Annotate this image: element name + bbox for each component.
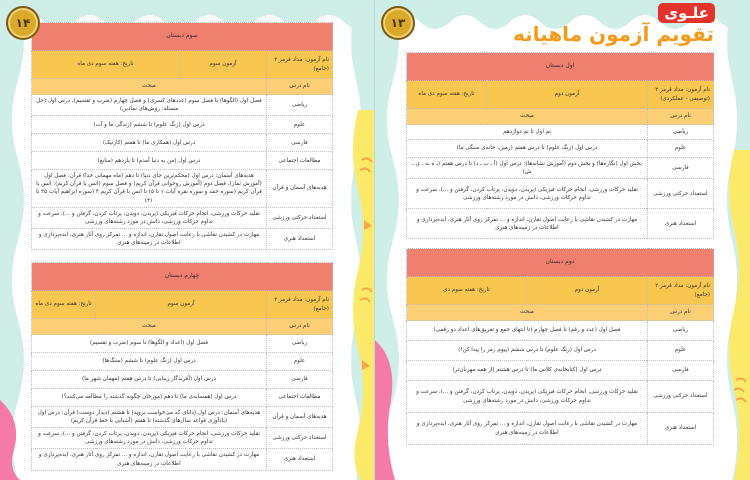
table-row [407, 341, 714, 361]
topic-cell: بخش اول (نگاره‌ها) و بخش دوم (آموزش نشانه‌ها): درس اول (آ ـ ب ـ د) تا درس هفتم (ـ ه ـه ـ ی ـ ش) [407, 158, 648, 179]
table-row [407, 413, 714, 445]
exam-date-cell: تاریخ: هفته سوم دی [407, 277, 527, 305]
subject-cell: استعداد هنری [648, 413, 714, 445]
table-row [32, 228, 333, 249]
grade-title: سوم دبستان [32, 23, 333, 51]
exam-table-grade-2 [406, 248, 714, 445]
subject-cell: هدیه‌های آسمان و قرآن [267, 170, 333, 207]
topic-cell: مهارت در کشیدن نقاشی با رعایت اصول تقارن، اندازه و ... تمرکز روی آثار هنری، ایده‌پردازی و اطلاعات در زمینه‌های هنری [407, 209, 648, 239]
table-row [32, 134, 333, 152]
topic-cell: هدیه‌های آسمان: درس اول (دانای که می‌خواست بروید) تا هشتم (دیدار دوست) قرآن: درس اول (یادآوری قواعد سال‌های گذشته) تا هفتم (آشنایی با خط قرآن کریم) [32, 407, 267, 428]
table-row [32, 95, 333, 116]
subject-cell: ریاضی [267, 335, 333, 353]
grade-title: اول دبستان [407, 53, 714, 81]
subject-cell: ریاضی [648, 321, 714, 341]
subject-cell: فارسی [648, 361, 714, 381]
grade-title: دوم دبستان [407, 249, 714, 277]
subject-cell: استعداد حرکتی ورزشی [648, 179, 714, 209]
decorative-gutter-wave [346, 0, 374, 480]
exam-date-cell: تاریخ: هفته سوم دی ماه [407, 81, 487, 109]
topic-cell: تم اول تا تم دوازدهم [407, 125, 648, 140]
exam-table-grade-1 [406, 52, 714, 239]
exam-date-cell: تاریخ: هفته سوم دی ماه [32, 291, 96, 319]
table-row [407, 179, 714, 209]
table-row [32, 170, 333, 207]
topic-cell: درس اول (آفریدگار زیبایی) تا درس هفتم (مهمان شهر ما) [32, 371, 267, 389]
subject-cell: استعداد هنری [648, 209, 714, 239]
table-row [32, 449, 333, 470]
subject-cell: استعداد هنری [267, 228, 333, 249]
topic-cell: تقلید حرکات ورزشی، انجام حرکات فیزیکی (پریدن، دویدن، پرتاب کردن، گرفتن و ...)، سرعت و تداوم حرکات ورزشی، دانش در مورد رشته‌های ورزشی [407, 381, 648, 413]
exam-name-cell: نام آزمون: مداد قرمز ۲ (توصیفی - عملکردی) [648, 81, 714, 109]
subject-cell: مطالعات اجتماعی [267, 152, 333, 170]
subject-cell: استعداد هنری [267, 449, 333, 470]
topic-cell: درس اول (همسایه‌ی ما) تا دهم (مورخان چگونه گذشته را مطالعه می‌کنند؟) [32, 389, 267, 407]
subject-cell: علوم [267, 353, 333, 371]
topic-cell: فصل اول (اعداد و الگوها) تا سوم (ضرب و تقسیم) [32, 335, 267, 353]
table-row [407, 125, 714, 140]
page-number-badge: ۱۳ [381, 6, 415, 40]
topic-cell: درس اول (من به دنیا آمدم) تا یازدهم (منابع) [32, 152, 267, 170]
topic-column-header: مبحث [407, 305, 648, 321]
exam-name-cell: نام آزمون: مداد قرمز ۲ (جامع) [267, 51, 333, 79]
topic-cell: درس اول (همکاری ما) تا هفتم (کارنیک) [32, 134, 267, 152]
topic-cell: درس اول (کتابخانه‌ی کلاس ما) تا درس هشتم (از همه مهربان‌تر) [407, 361, 648, 381]
table-row [32, 407, 333, 428]
table-row [407, 381, 714, 413]
exam-label-cell: آزمون دوم [527, 277, 648, 305]
table-row [32, 428, 333, 449]
topic-cell: مهارت در کشیدن نقاشی با رعایت اصول تقارن، اندازه و ... تمرکز روی آثار هنری، ایده‌پردازی و اطلاعات در زمینه‌های هنری [32, 449, 267, 470]
topic-column-header: مبحث [32, 79, 267, 95]
page-title: تقویم آزمون ماهیانه [513, 22, 714, 46]
table-row [407, 321, 714, 341]
topic-cell: درس اول (زنگ علوم) تا درس هفتم (زمین، خانه‌ی سنگی ما) [407, 140, 648, 158]
topic-cell: درس اول (زنگ علوم) تا ششم (زندگی ما و آب) [32, 116, 267, 134]
subject-cell: استعداد حرکتی ورزشی [267, 207, 333, 228]
table-row [32, 152, 333, 170]
decorative-left-wave [0, 0, 28, 480]
exam-label-cell: آزمون سوم [96, 291, 267, 319]
table-row [32, 335, 333, 353]
exam-name-cell: نام آزمون: مداد قرمز ۲ (جامع) [648, 277, 714, 305]
topic-column-header: مبحث [407, 109, 648, 125]
subject-cell: ریاضی [267, 95, 333, 116]
exam-name-cell: نام آزمون: مداد قرمز ۲ (جامع) [267, 291, 333, 319]
subject-column-header: نام درس [267, 319, 333, 335]
exam-label-cell: آزمون دوم [487, 81, 648, 109]
table-row [407, 209, 714, 239]
page-number-badge: ۱۴ [6, 6, 40, 40]
topic-cell: درس اول (زنگ علوم) تا ششم (سنگ‌ها) [32, 353, 267, 371]
table-row [407, 361, 714, 381]
subject-cell: فارسی [267, 134, 333, 152]
decorative-right-wave [722, 0, 750, 480]
exam-table-grade-4 [31, 262, 333, 471]
topic-cell: تقلید حرکات ورزشی، انجام حرکات فیزیکی (پریدن، دویدن، پرتاب کردن، گرفتن و ...)، سرعت و تداوم حرکات ورزشی، دانش در مورد رشته‌های ورزشی [32, 428, 267, 449]
table-row [407, 140, 714, 158]
subject-column-header: نام درس [648, 109, 714, 125]
topic-cell: فصل اول (عدد و رقم) تا فصل چهارم (تا انتهای جمع و تفریق‌های اعداد دو رقمی) [407, 321, 648, 341]
grade-title: چهارم دبستان [32, 263, 333, 291]
subject-cell: علوم [648, 341, 714, 361]
topic-cell: فصل اول (الگوها) تا فصل سوم (عددهای کسری) و فصل چهارم (ضرب و تقسیم)، درس اول (حل مسئله: روش‌های نمادین) [32, 95, 267, 116]
right-page [375, 0, 750, 480]
subject-cell: علوم [648, 140, 714, 158]
subject-cell: فارسی [267, 371, 333, 389]
subject-cell: هدیه‌های آسمان و قرآن [267, 407, 333, 428]
table-row [32, 389, 333, 407]
table-row [407, 158, 714, 179]
exam-label-cell: آزمون سوم [179, 51, 266, 79]
topic-cell: مهارت در کشیدن نقاشی با رعایت اصول تقارن، اندازه و ... تمرکز روی آثار هنری، ایده‌پردازی و اطلاعات در زمینه‌های هنری [32, 228, 267, 249]
subject-cell: علوم [267, 116, 333, 134]
topic-cell: هدیه‌های آسمان: درس اول (محکم‌ترین جای دنیا) تا دهم (ماه مهمانی خدا) قرآن: فصل اول (آموزش نماز)، فصل دوم (آموزش روخوانی قرآن کریم) و فصل سوم (انس با قرآن کریم): انس با قرآن کریم (سوره حمد و سوره بقره آیات ۱ تا ۵) تا انس با قرآن کریم ۴ (سوره ابراهیم آیات ۳۵ تا ۴۱) [32, 170, 267, 207]
subject-tag: علـوی [658, 3, 715, 23]
exam-table-grade-3 [31, 22, 333, 250]
subject-column-header: نام درس [648, 305, 714, 321]
topic-cell: تقلید حرکات ورزشی، انجام حرکات فیزیکی (پریدن، دویدن، پرتاب کردن، گرفتن و ...)، سرعت و تداوم حرکات ورزشی، دانش در مورد رشته‌های ورزشی [32, 207, 267, 228]
subject-cell: استعداد حرکتی ورزشی [267, 428, 333, 449]
table-row [32, 207, 333, 228]
exam-date-cell: تاریخ: هفته سوم دی ماه [32, 51, 180, 79]
subject-cell: فارسی [648, 158, 714, 179]
decorative-gutter-wave [375, 0, 403, 480]
subject-cell: استعداد حرکتی ورزشی [648, 381, 714, 413]
subject-cell: ریاضی [648, 125, 714, 140]
topic-cell: مهارت در کشیدن نقاشی با رعایت اصول تقارن، اندازه و ... تمرکز روی آثار هنری، ایده‌پردازی و اطلاعات در زمینه‌های هنری [407, 413, 648, 445]
subject-column-header: نام درس [267, 79, 333, 95]
topic-column-header: مبحث [32, 319, 267, 335]
table-row [32, 371, 333, 389]
subject-cell: مطالعات اجتماعی [267, 389, 333, 407]
table-row [32, 116, 333, 134]
topic-cell: تقلید حرکات ورزشی، انجام حرکات فیزیکی (پریدن، دویدن، پرتاب کردن، گرفتن و ...)، سرعت و تداوم حرکات ورزشی، دانش در مورد رشته‌های ورزشی [407, 179, 648, 209]
table-row [32, 353, 333, 371]
topic-cell: درس اول (زنگ علوم) تا درس ششم (پیوم رمز را پیدا کن!) [407, 341, 648, 361]
